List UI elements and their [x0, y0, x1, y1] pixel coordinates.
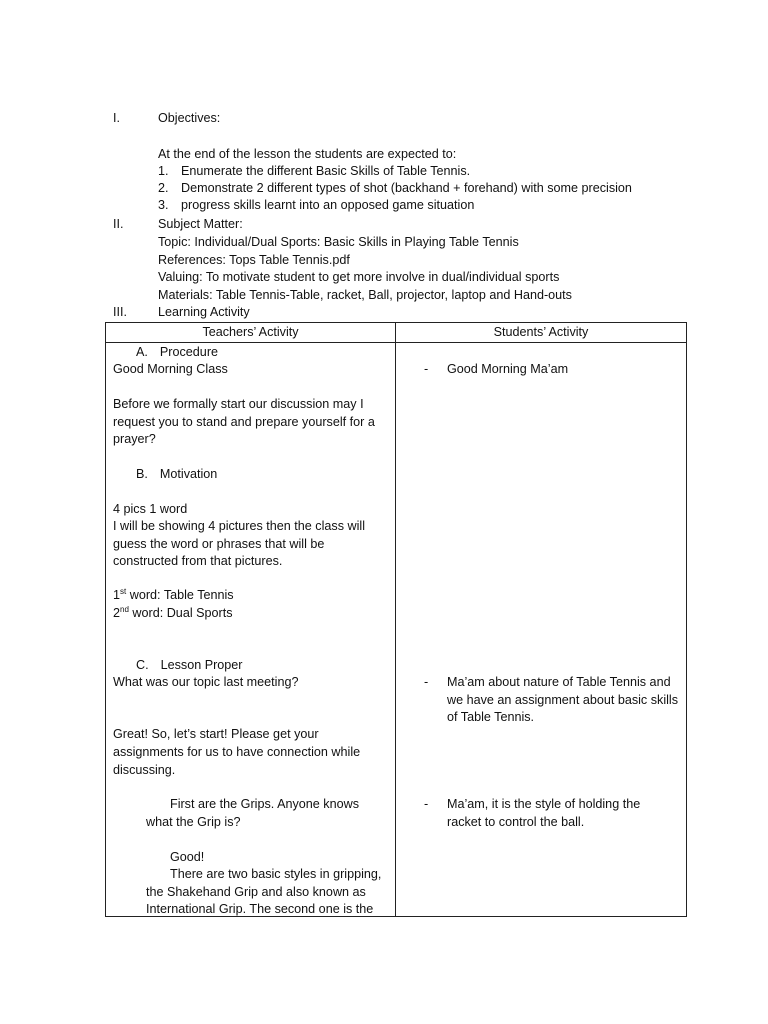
- word-1: 1st word: Table Tennis: [113, 586, 234, 602]
- student-response-line: of Table Tennis.: [447, 710, 535, 724]
- word-2: 2nd word: Dual Sports: [113, 604, 233, 620]
- teacher-line: the Shakehand Grip and also known as: [146, 885, 366, 899]
- teacher-line: prayer?: [113, 432, 156, 446]
- teachers-activity-header: Teachers’ Activity: [106, 323, 396, 343]
- students-activity-header: Students’ Activity: [396, 323, 687, 343]
- section-title: Objectives:: [158, 111, 221, 125]
- teacher-line: what the Grip is?: [146, 815, 241, 829]
- teacher-line: International Grip. The second one is the: [146, 902, 374, 916]
- learning-activity-table: [105, 322, 687, 917]
- teacher-line: assignments for us to have connection while: [113, 745, 361, 759]
- teacher-line: What was our topic last meeting?: [113, 675, 299, 689]
- teacher-line: constructed from that pictures.: [113, 554, 283, 568]
- step-a-label: A. Procedure: [136, 345, 219, 359]
- section-number: I.: [113, 111, 120, 125]
- teacher-line: Before we formally start our discussion may I: [113, 397, 364, 411]
- students-activity-cell: - Good Morning Ma’am - Ma’am about nature of Table Tennis and we have an assignment about basic skills of Table Tennis. - Ma’am, it is the style of holding the racket to control the ball.: [396, 343, 687, 917]
- section-title: Learning Activity: [158, 305, 250, 319]
- teacher-line: Good!: [170, 850, 205, 864]
- teacher-line: discussing.: [113, 763, 176, 777]
- teacher-line: Good Morning Class: [113, 362, 228, 376]
- lesson-plan-page: I. Objectives: At the end of the lesson the students are expected to: 1. Enumerate the different Basic Skills of Table Tennis. 2. Demonstrate 2 different types of shot (backhand + forehand) with some precision 3. progress skills learnt into an opposed game situation II. Subject Matter: Topic: Individual/Dual Sports: Basic Skills in Playing Table Tennis References: Tops Table Tennis.pdf Valuing: To motivate student to get more involve in dual/individual sports Materials: Table Tennis-Table, racket, Ball, projector, laptop and Hand-outs III. Learning Activity Teachers’ Activity Students’ Activity A. Procedure Good Morning Class Before we formally start our discussion may I request you to stand and prepare yourself for a prayer? B. Motivation 4 pics 1 word I will be showing 4 pictures then the class will guess the word or phrases that will be constructed from that pictures. 1st word: Table Tennis 2nd word: Dual Sports C. Lesson Proper What was our topic last meeting? Great! So, let’s start! Please get your assignments for us to have connection while discussing. First are the Grips. Anyone knows what the Grip is? Good! There are two basic styles in gripping, the Shakehand Grip and also known as International Grip. The second one is the - Good Morning Ma’am - Ma’am about nature of Table Tennis and we have an assignment about basic skills of Table Tennis. - Ma’am, it is the style of holding the racket to control the ball.: [0, 0, 768, 1024]
- section-number: II.: [113, 217, 124, 231]
- student-response-line: we have an assignment about basic skills: [447, 693, 679, 707]
- section-number: III.: [113, 305, 127, 319]
- teacher-line: guess the word or phrases that will be: [113, 537, 325, 551]
- teacher-line: 4 pics 1 word: [113, 502, 188, 516]
- teachers-activity-cell: [106, 343, 396, 917]
- teacher-line: request you to stand and prepare yourself for a: [113, 415, 375, 429]
- teacher-line: First are the Grips. Anyone knows: [170, 797, 359, 811]
- teacher-line: Great! So, let’s start! Please get your: [113, 727, 319, 741]
- teacher-line: I will be showing 4 pictures then the class will: [113, 519, 365, 533]
- teacher-line: There are two basic styles in gripping,: [170, 867, 382, 881]
- step-c-label: C. Lesson Proper: [136, 658, 243, 672]
- student-response-line: racket to control the ball.: [447, 815, 585, 829]
- section-title: Subject Matter:: [158, 217, 243, 231]
- step-b-label: B. Motivation: [136, 467, 218, 481]
